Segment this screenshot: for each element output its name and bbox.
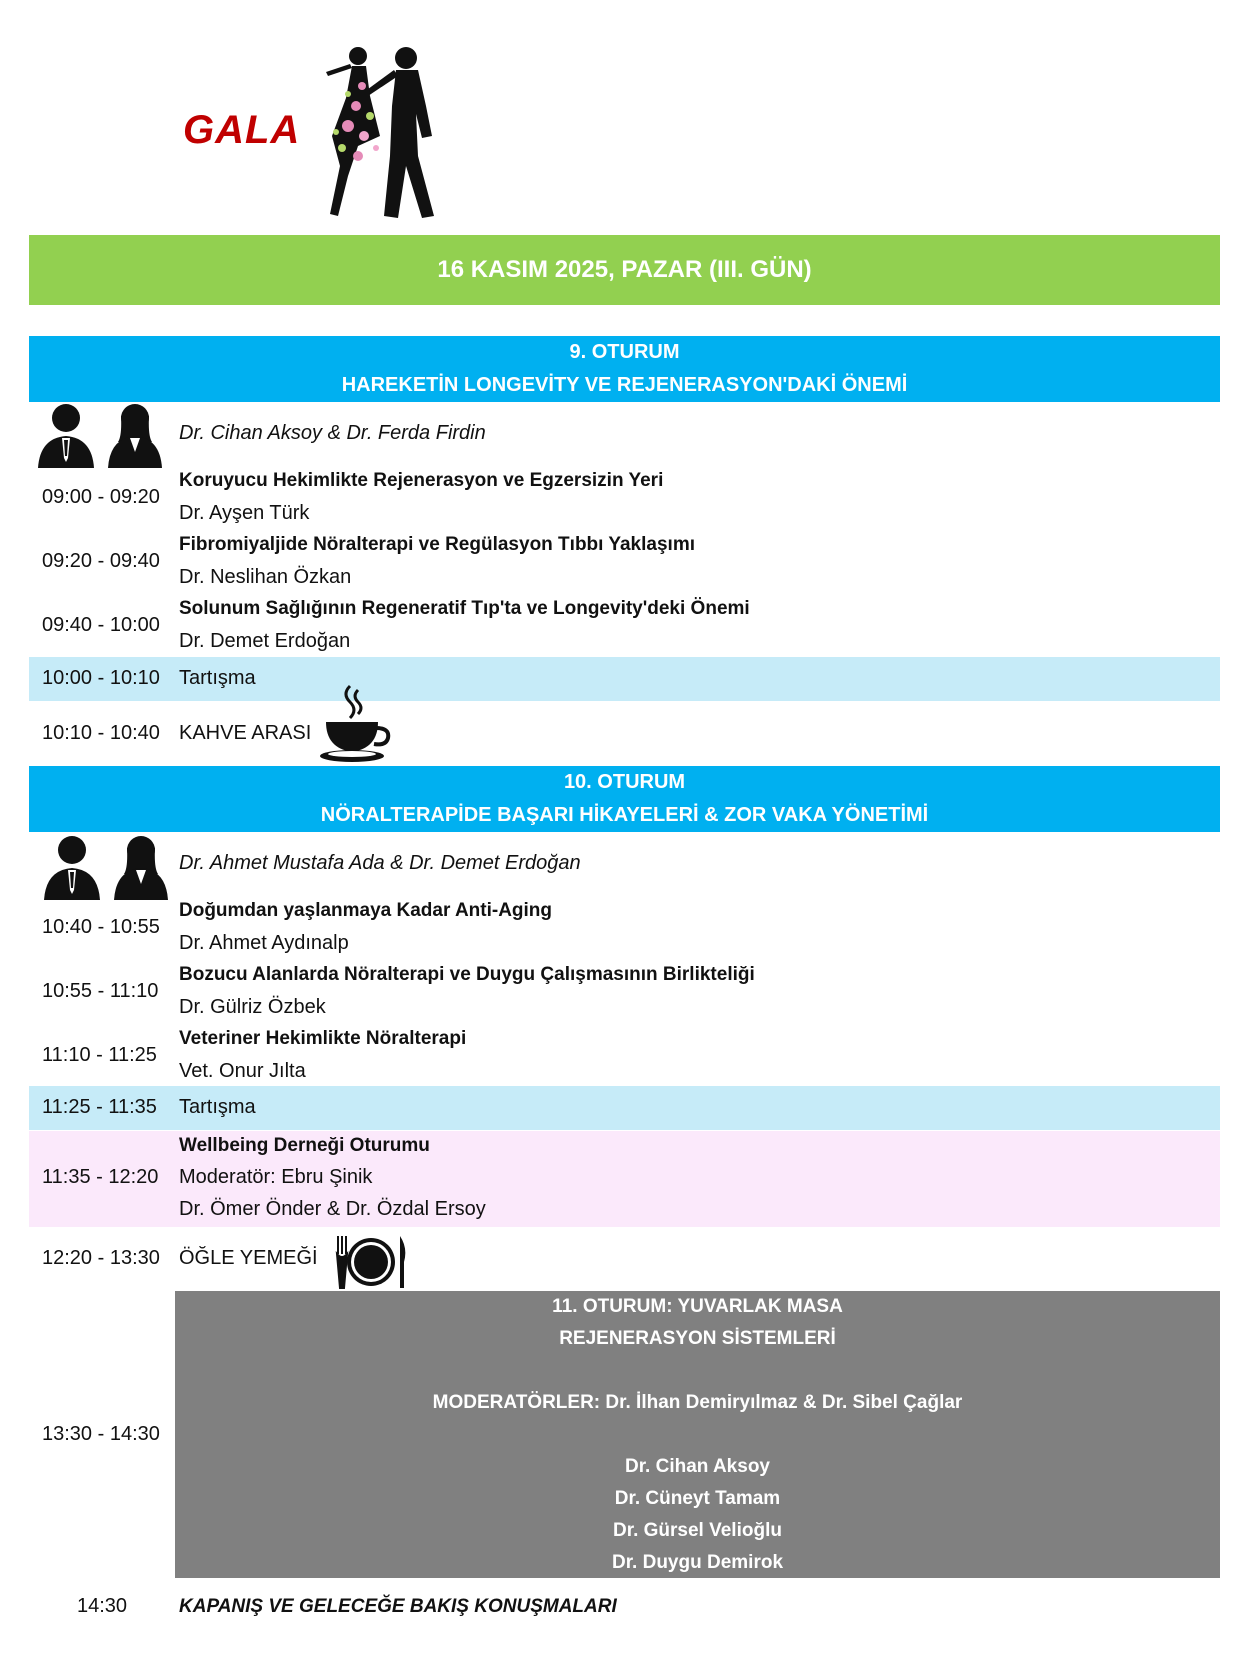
roundtable-time: 13:30 - 14:30 — [42, 1423, 160, 1445]
talk-speaker: Dr. Neslihan Özkan — [179, 566, 352, 588]
wellbeing-time: 11:35 - 12:20 — [42, 1166, 159, 1188]
session-10-header — [29, 766, 1220, 832]
session-9-header — [29, 336, 1220, 402]
session-number: 9. OTURUM — [569, 341, 680, 363]
session-number: 10. OTURUM — [563, 771, 686, 793]
talk-time: 09:40 - 10:00 — [42, 614, 160, 636]
chairpersons-icon — [42, 834, 172, 900]
session-9-chairs: Dr. Cihan Aksoy & Dr. Ferda Firdin — [179, 422, 486, 444]
gala-title: GALA — [183, 108, 301, 152]
day-banner: 16 KASIM 2025, PAZAR (III. GÜN) — [29, 235, 1220, 305]
chairpersons-icon — [36, 402, 166, 468]
coffee-time: 10:10 - 10:40 — [42, 722, 160, 744]
wellbeing-speakers: Dr. Ömer Önder & Dr. Özdal Ersoy — [179, 1198, 486, 1220]
talk-title: Solunum Sağlığının Regeneratif Tıp'ta ve Longevity'deki Önemi — [179, 598, 750, 619]
panelist: Dr. Gürsel Velioğlu — [613, 1520, 782, 1541]
discussion-time: 10:00 - 10:10 — [42, 667, 160, 689]
panelist: Dr. Cüneyt Tamam — [614, 1488, 781, 1509]
coffee-cup-icon — [316, 682, 392, 764]
panelist: Dr. Cihan Aksoy — [624, 1456, 770, 1477]
session-title: HAREKETİN LONGEVİTY VE REJENERASYON'DAKİ ÖNEMİ — [341, 374, 908, 396]
panelist: Dr. Duygu Demirok — [611, 1552, 784, 1573]
discussion-label: Tartışma — [179, 667, 256, 689]
coffee-label: KAHVE ARASI — [179, 722, 312, 744]
session-title: NÖRALTERAPİDE BAŞARI HİKAYELERİ & ZOR VAKA YÖNETİMİ — [320, 804, 929, 826]
talk-time: 09:20 - 09:40 — [42, 550, 160, 572]
roundtable-panel — [175, 1291, 1220, 1578]
lunch-time: 12:20 - 13:30 — [42, 1247, 160, 1269]
wellbeing-title: Wellbeing Derneği Oturumu — [179, 1135, 430, 1156]
talk-time: 11:10 - 11:25 — [42, 1044, 157, 1066]
roundtable-number: 11. OTURUM: YUVARLAK MASA — [552, 1296, 843, 1317]
discussion-label: Tartışma — [179, 1096, 256, 1118]
talk-title: Bozucu Alanlarda Nöralterapi ve Duygu Çalışmasının Birlikteliği — [179, 964, 755, 985]
talk-time: 09:00 - 09:20 — [42, 486, 160, 508]
talk-speaker: Dr. Ahmet Aydınalp — [179, 932, 349, 954]
talk-time: 10:55 - 11:10 — [42, 980, 159, 1002]
wellbeing-moderator: Moderatör: Ebru Şinik — [179, 1166, 373, 1188]
talk-speaker: Dr. Ayşen Türk — [179, 502, 310, 524]
closing-label: KAPANIŞ VE GELECEĞE BAKIŞ KONUŞMALARI — [179, 1596, 617, 1617]
roundtable-title: REJENERASYON SİSTEMLERİ — [559, 1328, 836, 1349]
discussion-time: 11:25 - 11:35 — [42, 1096, 157, 1118]
talk-speaker: Dr. Demet Erdoğan — [179, 630, 351, 652]
dancing-couple-icon — [318, 36, 448, 221]
plate-cutlery-icon — [334, 1234, 408, 1290]
lunch-label: ÖĞLE YEMEĞİ — [179, 1247, 318, 1269]
talk-speaker: Vet. Onur Jılta — [179, 1060, 306, 1082]
talk-time: 10:40 - 10:55 — [42, 916, 160, 938]
talk-title: Veteriner Hekimlikte Nöralterapi — [179, 1028, 467, 1049]
closing-time: 14:30 — [77, 1595, 128, 1617]
talk-title: Doğumdan yaşlanmaya Kadar Anti-Aging — [179, 900, 553, 921]
talk-title: Koruyucu Hekimlikte Rejenerasyon ve Egzersizin Yeri — [179, 470, 664, 491]
roundtable-moderators: MODERATÖRLER: Dr. İlhan Demiryılmaz & Dr. Sibel Çağlar — [432, 1392, 963, 1413]
talk-title: Fibromiyaljide Nöralterapi ve Regülasyon Tıbbı Yaklaşımı — [179, 534, 695, 555]
talk-speaker: Dr. Gülriz Özbek — [179, 996, 326, 1018]
session-10-chairs: Dr. Ahmet Mustafa Ada & Dr. Demet Erdoğan — [179, 852, 581, 874]
